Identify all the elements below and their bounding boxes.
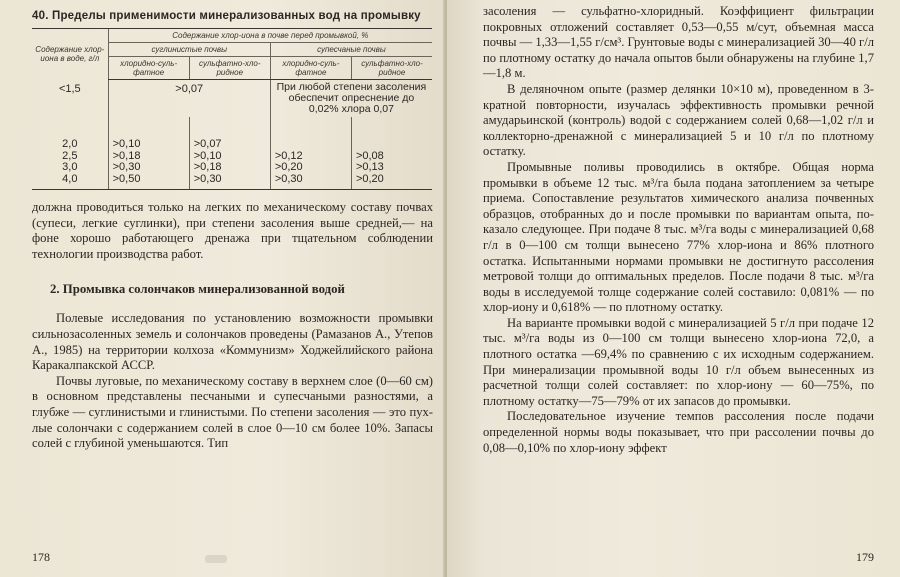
table-cell: >0,18 [189, 162, 270, 174]
page-number-left: 178 [32, 550, 50, 564]
print-smudge [205, 555, 227, 563]
right-page [447, 0, 900, 577]
table-cell: >0,08 [351, 151, 432, 163]
table-cell: >0,30 [108, 162, 189, 174]
table-cell-salinity: 4,0 [32, 174, 108, 190]
table-row [32, 139, 432, 151]
section-heading: 2. Промывка солончаков минерализованной водой [50, 282, 345, 297]
header-sandy-chloride-sulfate: хлоридно-сульфатное [270, 57, 351, 80]
header-sandy-sulfate-chloride: сульфатно-хлоридное [351, 57, 432, 80]
header-sandy-soils: супесчаные почвы [270, 43, 432, 57]
table-cell-loam-first: >0,07 [108, 80, 270, 118]
header-loam-soils: суглинистые почвы [108, 43, 270, 57]
header-loam-chloride-sulfate: хлоридно-сульфатное [108, 57, 189, 80]
salinity-limits-table [32, 28, 432, 190]
header-salinity-col: Содержание хлор-иона в воде, г/л [32, 29, 108, 80]
table-cell-salinity: 3,0 [62, 161, 78, 173]
paragraph-soils: Почвы луговые, по механическому составу в верхнем слое (0—60 см) в основном представлены песчаными и супесчаными разностями, а глубже — суглинистыми и глинистыми. По степени засоления — это пухлые солончаки с содержанием солей в слое 0—10 см более 10%. Запасы солей с глубиной уменьшаются. Тип [32, 373, 433, 451]
table-cell-salinity: 2,5 [62, 149, 78, 162]
paragraph-salinity-type: засоления — сульфатно-хлоридный. Коэффициент фильтрации покровных отложений составляет 0,53—0,55 м/сут, объемная масса почвы — 1,33—1,55 г/см³. Грунтовые воды с минерализацией 30—40 г/л по плотному остатку до начала опытов были обнаружены на глубине 1,7—1,8 м. [483, 4, 874, 81]
table-cell [270, 139, 351, 151]
table-cell-salinity: <1,5 [58, 82, 81, 95]
paragraph-field-research: Полевые исследования по установлению возможности промывки сильнозасоленных земель и солончаков проведены (Рамазанов А., Утепов А., 1985) на территории колхоза «Коммунизм» Ходжейлийского района Каракалпакской АССР. [32, 311, 433, 373]
table-cell: >0,10 [189, 151, 270, 163]
table-cell: >0,13 [351, 162, 432, 174]
table-cell-sandy-note: При любой степени засоления обеспечит опреснение до 0,02% хлора 0,07 [270, 80, 432, 118]
paragraph-desalination-rate: Последовательное изучение темпов рассоления после подачи определенной нормы воды показывает, что при рассолении почвы до 0,08—0,10% по хлор-иону эффект [483, 409, 874, 455]
table-cell-salinity: 2,0 [62, 138, 78, 150]
table-cell: >0,07 [189, 139, 270, 151]
paragraph-after-table: должна проводиться только на легких по механическому составу почвах (супеси, легкие суглинки), при степени засоления выше средней,— на фоне хорошо работающего дренажа при тщательном соблюдении технологии производства работ. [32, 200, 433, 261]
table-cell: >0,30 [189, 174, 270, 190]
table-cell: >0,10 [108, 139, 189, 151]
table-row [32, 174, 432, 190]
table-cell: >0,20 [270, 162, 351, 174]
table-cell: >0,12 [270, 151, 351, 163]
table-cell: >0,30 [270, 174, 351, 190]
header-soil-chloride-group: Содержание хлор-иона в почве перед промывкой, % [108, 29, 432, 43]
table-cell: >0,50 [108, 174, 189, 190]
paragraph-plot-experiment: В деляночном опыте (размер делянки 10×10 м), проведенном в 3-кратной повторности, изучалась эффективность промывки речной амударьинской (контроль) водой с содержанием солей 0,68—1,02 г/л и коллекторно-дренажной с минерализацией 5 и 10 г/л по плотному остатку. [483, 81, 874, 159]
table-cell: >0,18 [108, 151, 189, 163]
table-title: 40. Пределы применимости минерализованных вод на промывку [32, 10, 421, 22]
paragraph-mineralized-variant: На варианте промывки водой с минерализацией 5 г/л при подаче 12 тыс. м³/га воды из 0—100 см толщи вынесено хлор-иона 72,0, а плотного остатка —69,4% по сравнению с их исходным содержанием. При минерализации промывной воды 10 г/л объем вынесенных из расчетной толщи солей составляет: по хлор-иону — 60—75%, по плотному остатку—75—79% от их запасов до промывки. [483, 315, 874, 408]
table-row [32, 162, 432, 174]
table-cell: >0,20 [351, 174, 432, 190]
paragraph-leaching-results: Промывные поливы проводились в октябре. Общая норма промывки в объеме 12 тыс. м³/га была подана затоплением за четыре приема. Сопоставление результатов химического анализа почвенных образцов, отобранных до и после промывки по вариантам опыта, показало следующее. При подаче 8 тыс. м³/га воды с минерализацией 0,68 г/л в 0—100 см толщи вынесено 77% хлор-иона и 86% плотного остатка. Испытанными нормами промывки не достигнуто рассоления метровой толщи до оптимальных пределов. После подачи 8 тыс. м³/га воды в исследуемой толще содержание солей составило: 0,081% — по хлор-иону и 0,618% — по плотному остатку. [483, 159, 874, 315]
left-page [0, 0, 445, 577]
page-number-right: 179 [856, 550, 874, 564]
header-loam-sulfate-chloride: сульфатно-хлоридное [189, 57, 270, 80]
table-cell [351, 139, 432, 151]
